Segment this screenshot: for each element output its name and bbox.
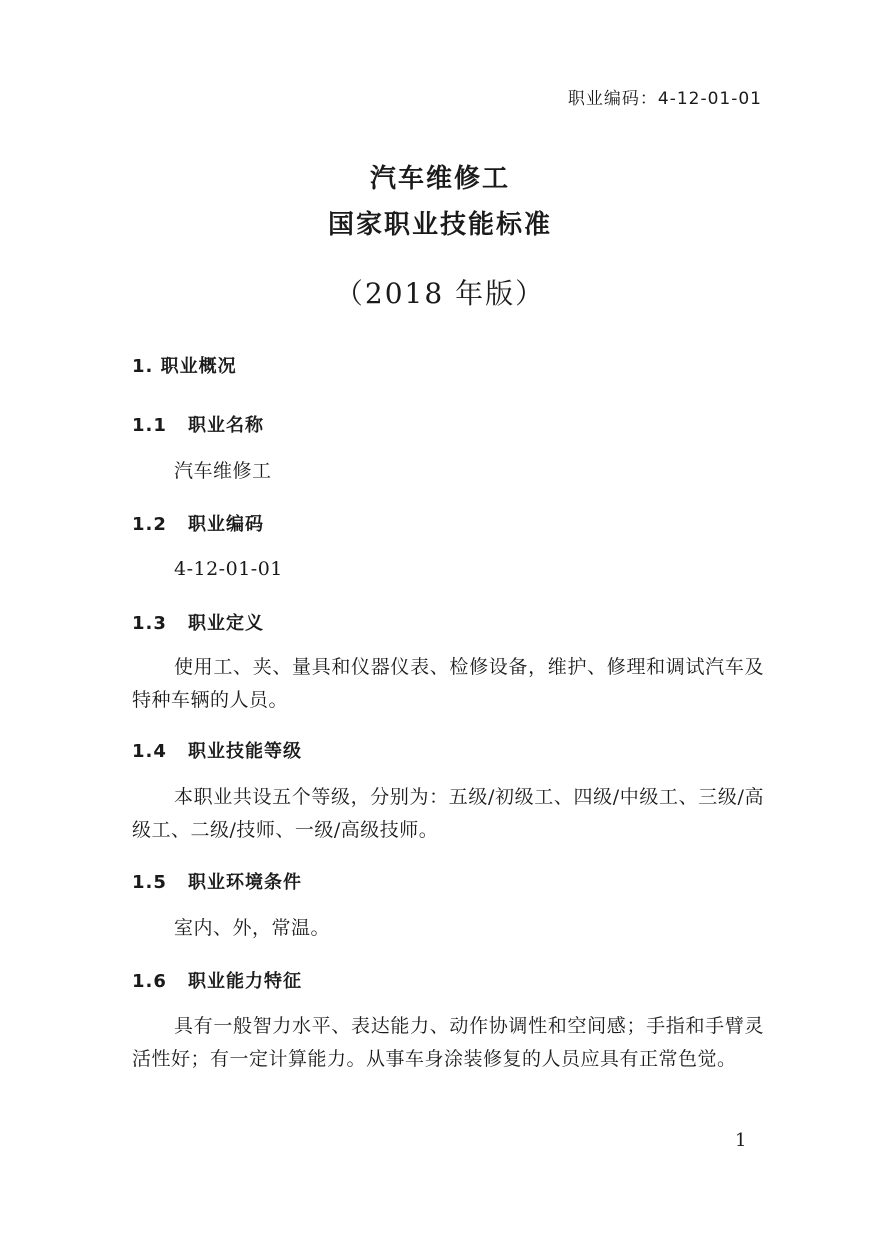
subsection-body-1-4: 本职业共设五个等级，分别为：五级/初级工、四级/中级工、三级/高级工、二级/技师、一级/高级技师。	[132, 786, 764, 841]
subsection-heading-1-5	[132, 868, 302, 894]
subsection-number: 1.4	[132, 741, 167, 762]
subsection-heading-1-2	[132, 510, 264, 536]
subsection-heading-1-1	[132, 411, 264, 437]
document-edition: （2018 年版）	[334, 277, 546, 310]
subsection-title: 职业技能等级	[188, 741, 302, 762]
subsection-title: 职业定义	[188, 613, 264, 634]
subsection-body-1-5: 室内、外，常温。	[174, 917, 331, 939]
subsection-title: 职业环境条件	[188, 872, 302, 893]
document-title-line1: 汽车维修工	[369, 164, 510, 194]
subsection-number: 1.6	[132, 971, 167, 992]
subsection-body-1-3: 使用工、夹、量具和仪器仪表、检修设备，维护、修理和调试汽车及特种车辆的人员。	[132, 656, 764, 711]
occupation-code-header: 职业编码：4-12-01-01	[567, 89, 762, 109]
subsection-body-1-2: 4-12-01-01	[174, 558, 283, 580]
subsection-title: 职业编码	[188, 514, 264, 535]
document-title-line2: 国家职业技能标准	[327, 210, 552, 240]
subsection-number: 1.5	[132, 872, 167, 893]
subsection-heading-1-4	[132, 737, 302, 763]
section-heading-overview: 1. 职业概况	[132, 356, 237, 377]
subsection-body-1-1: 汽车维修工	[174, 460, 272, 482]
subsection-title: 职业能力特征	[188, 971, 302, 992]
subsection-number: 1.3	[132, 613, 167, 634]
page-number: 1	[735, 1130, 747, 1151]
subsection-heading-1-6	[132, 967, 302, 993]
subsection-heading-1-3	[132, 609, 264, 635]
subsection-title: 职业名称	[188, 415, 264, 436]
subsection-number: 1.1	[132, 415, 167, 436]
subsection-body-1-6: 具有一般智力水平、表达能力、动作协调性和空间感；手指和手臂灵活性好；有一定计算能力。从事车身涂装修复的人员应具有正常色觉。	[132, 1015, 764, 1070]
subsection-number: 1.2	[132, 514, 167, 535]
